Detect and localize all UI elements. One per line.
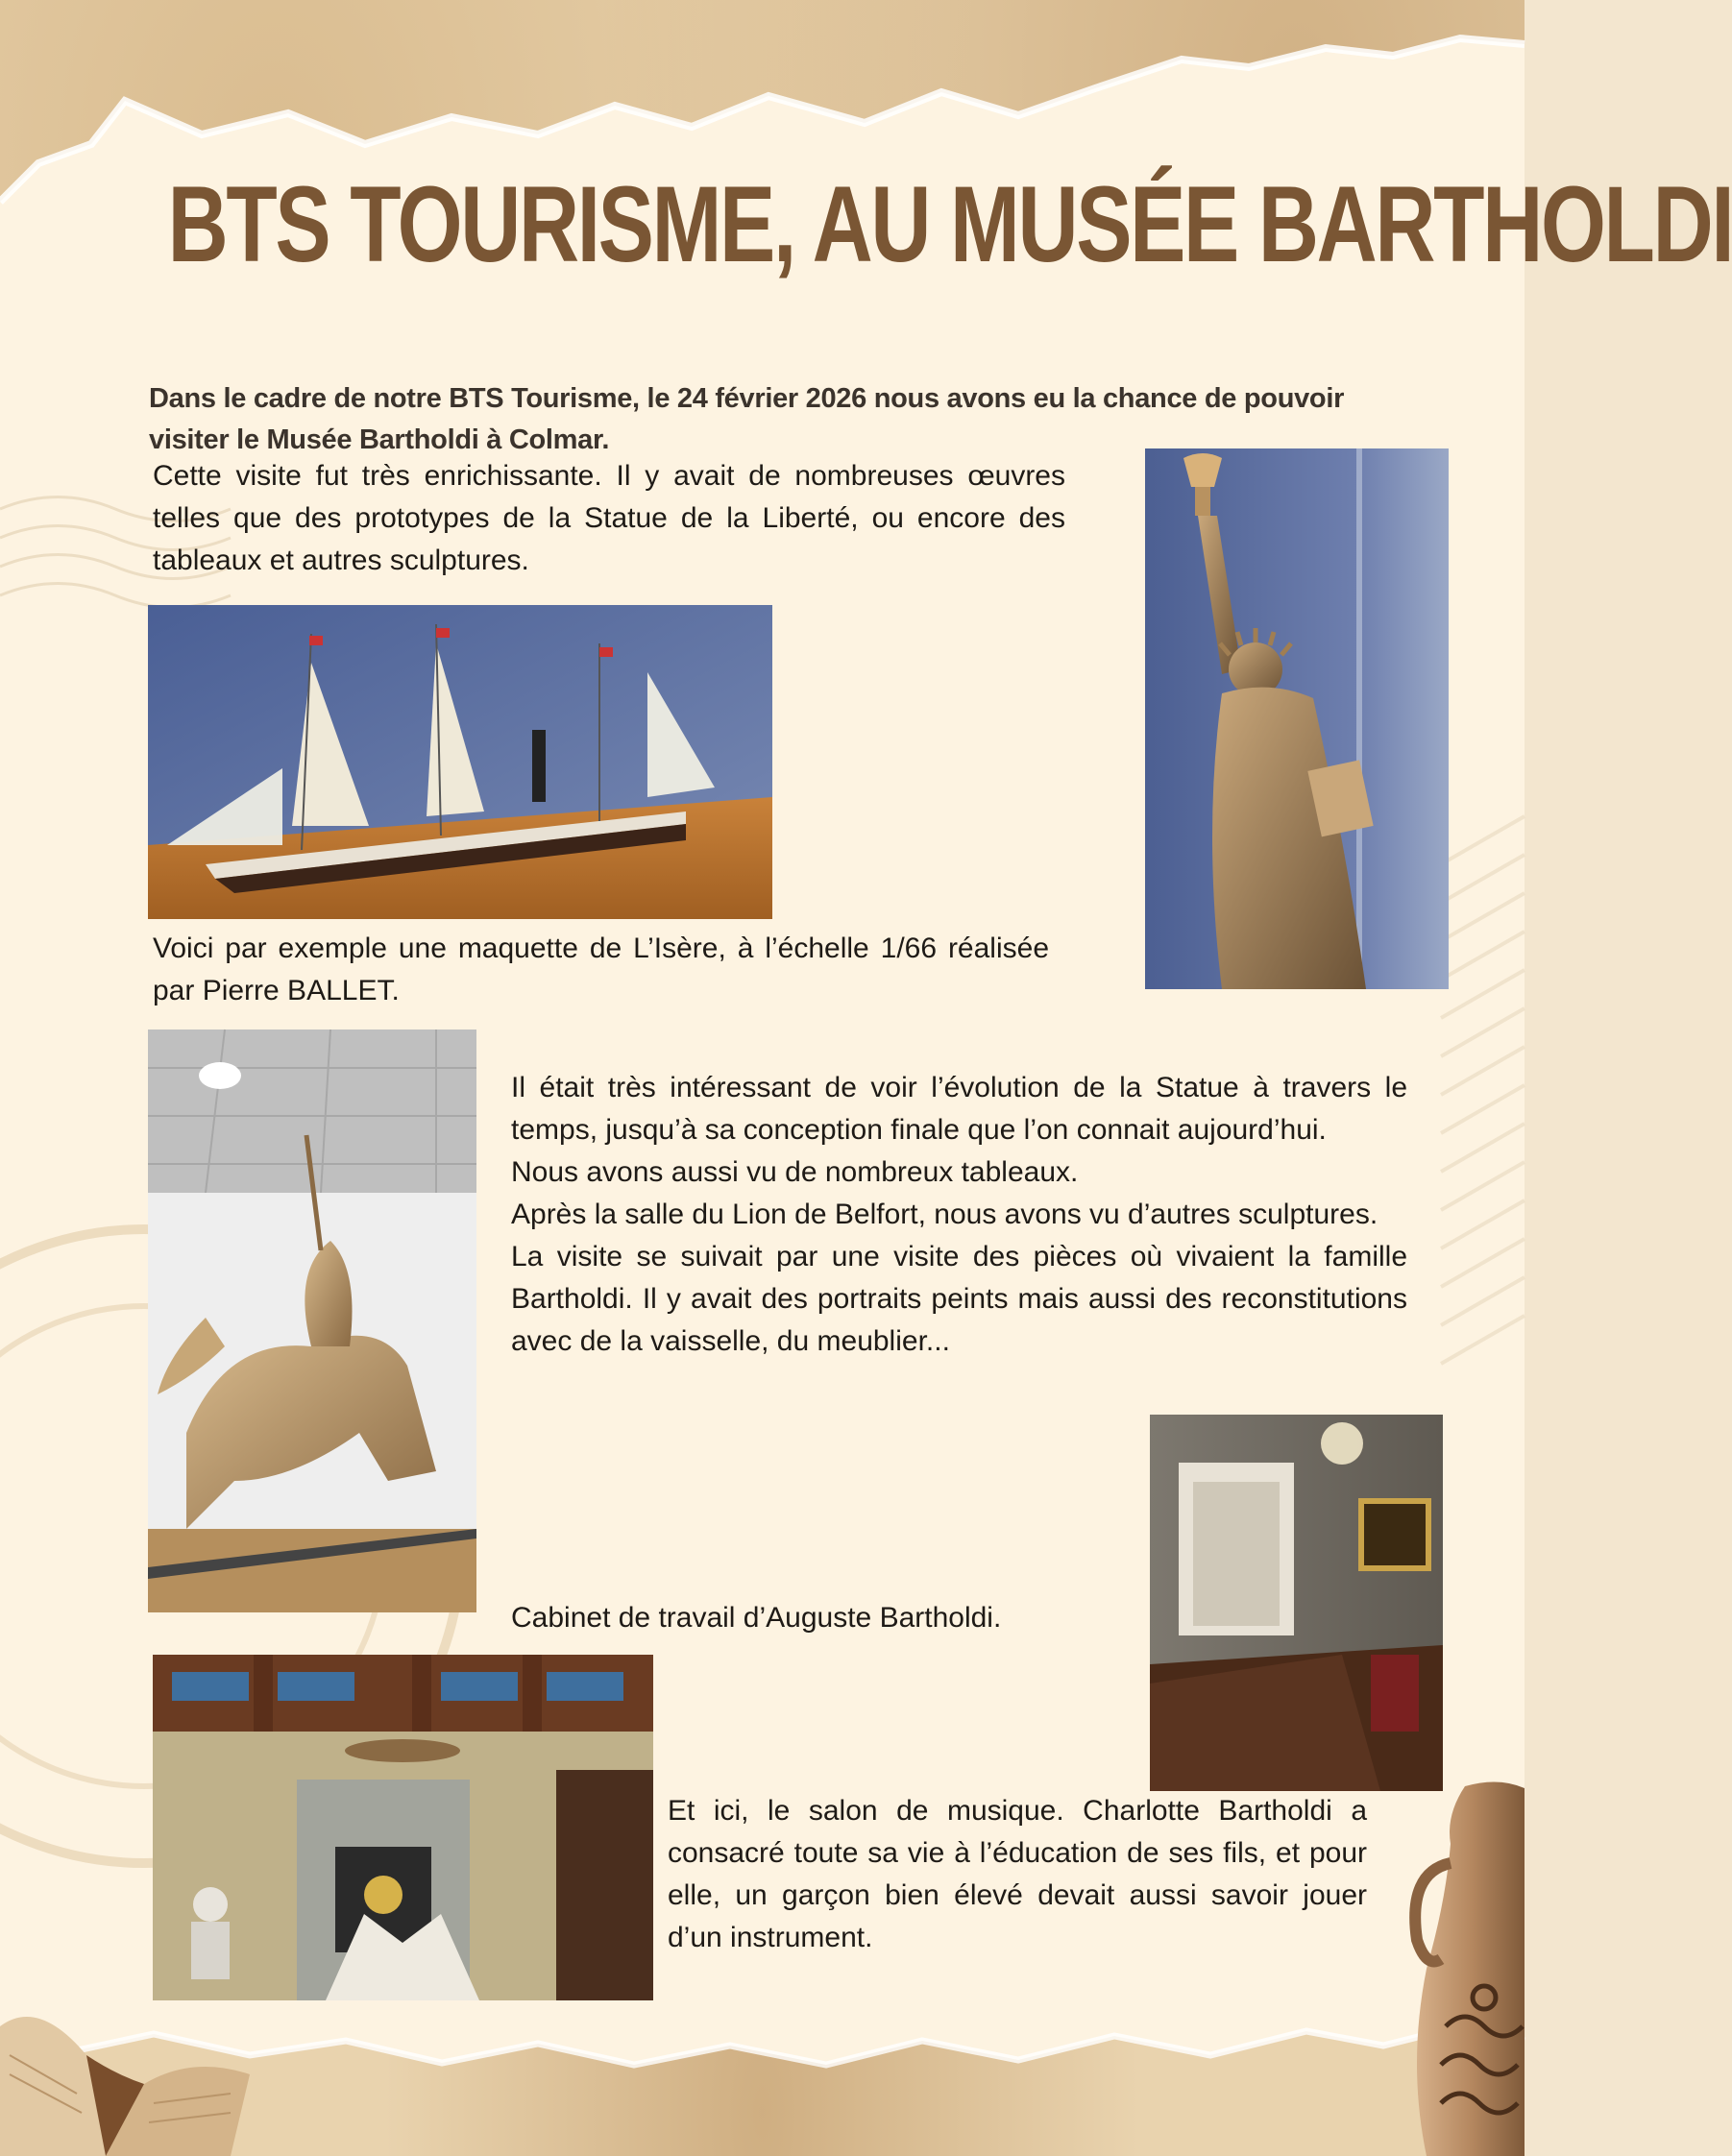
study-room-icon: [1150, 1415, 1443, 1791]
evolution-text: [511, 1067, 1407, 1363]
cabinet-room-photo: [1150, 1415, 1443, 1791]
visit-paragraph: Cette visite fut très enrichissante. Il y avait de nombreuses œuvres telles que des prototypes de la Statue de la Liberté, ou encore des tableaux et autres sculptures.: [153, 460, 1065, 576]
horse-rider-sculpture-icon: [148, 1030, 476, 1612]
evolution-line: La visite se suivait par une visite des pièces où vivaient la famille Bartholdi. Il y avait des portraits peints mais aussi des reconstitutions avec de la vaisselle, du meublier...: [511, 1241, 1407, 1357]
salon-caption: Et ici, le salon de musique. Charlotte Bartholdi a consacré toute sa vie à l’éducation de ses fils, et pour elle, un garçon bien élevé devait aussi savoir jouer d’un instrument.: [668, 1795, 1367, 1953]
page-title: BTS TOURISME, AU MUSÉE BARTHOLDI: [167, 164, 1732, 284]
evolution-line: Il était très intéressant de voir l’évolution de la Statue à travers le temps, jusqu’à sa conception finale que l’on connait aujourd’hui.: [511, 1072, 1407, 1146]
ship-model-photo: [148, 605, 772, 919]
music-salon-icon: [153, 1655, 653, 2000]
pottery-jug-icon: [1407, 1777, 1525, 2156]
cabinet-caption: Cabinet de travail d’Auguste Bartholdi.: [511, 1602, 1002, 1634]
music-salon-photo: [153, 1655, 653, 2000]
liberty-statue-photo: [1145, 448, 1449, 989]
evolution-line: Nous avons aussi vu de nombreux tableaux.: [511, 1156, 1079, 1188]
ship-caption: Voici par exemple une maquette de L’Isère, à l’échelle 1/66 réalisée par Pierre BALLET.: [153, 933, 1049, 1006]
statue-of-liberty-icon: [1145, 448, 1449, 989]
open-book-icon: [0, 1969, 250, 2156]
evolution-line: Après la salle du Lion de Belfort, nous avons vu d’autres sculptures.: [511, 1199, 1378, 1230]
ship-model-icon: [148, 605, 772, 919]
equestrian-sculpture-photo: [148, 1030, 476, 1612]
intro-text: Dans le cadre de notre BTS Tourisme, le 24 février 2026 nous avons eu la chance de pouvoir visiter le Musée Bartholdi à Colmar.: [149, 383, 1345, 455]
